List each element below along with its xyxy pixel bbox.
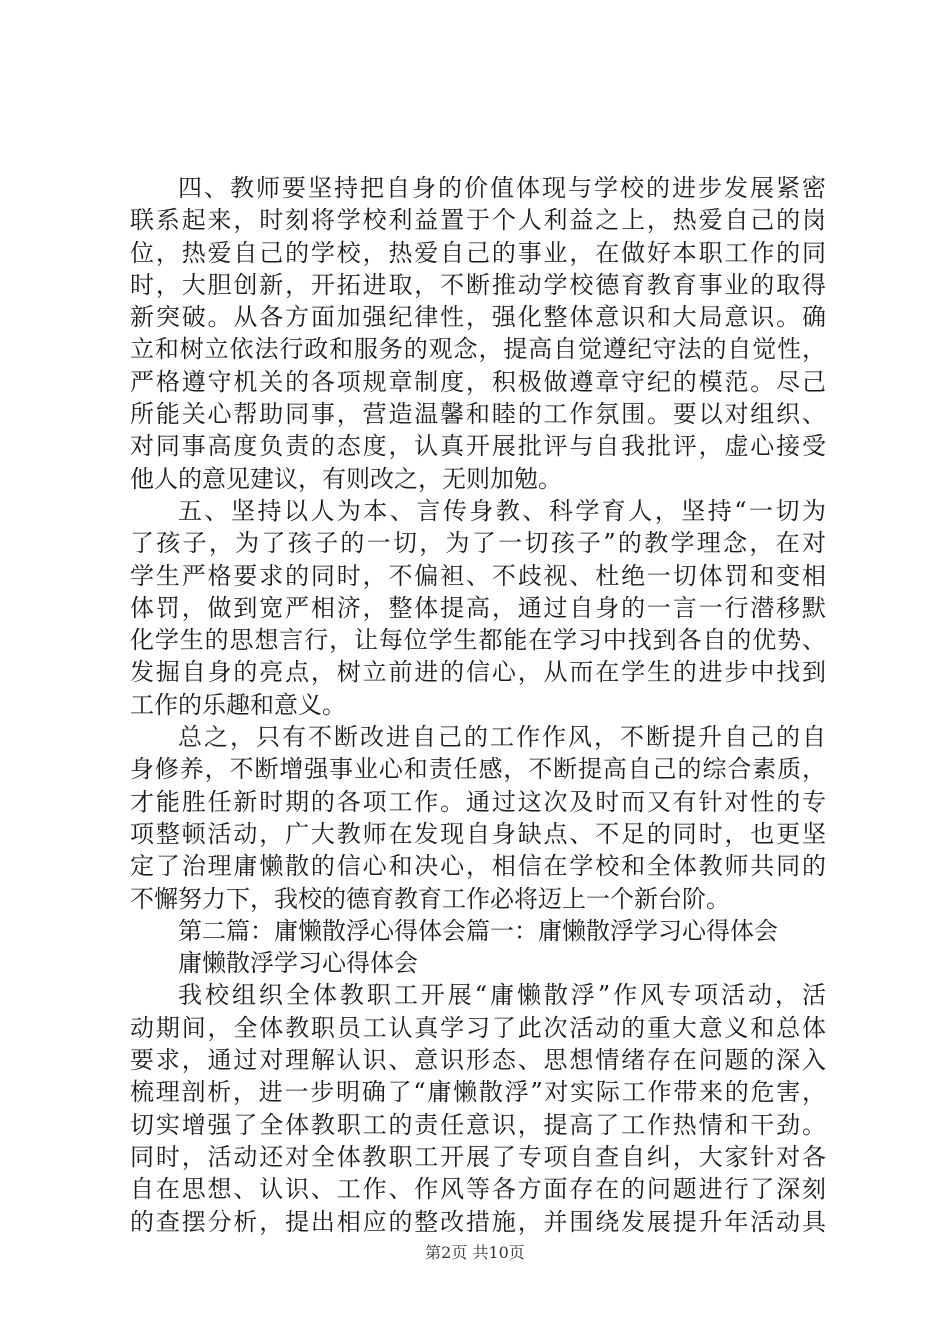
text-line: 他人的意见建议，有则改之，无则加勉。: [130, 464, 562, 493]
text-line: 发掘自身的亮点，树立前进的信心，从而在学生的进步中找到: [130, 658, 826, 687]
paragraph: [130, 721, 826, 915]
text-line: 动期间，全体教职员工认真学习了此次活动的重大意义和总体: [130, 1013, 826, 1042]
paragraph: [130, 979, 826, 1237]
text-line: 五、坚持以人为本、言传身教、科学育人，坚持“一切为: [178, 496, 826, 525]
paragraph: [130, 495, 826, 721]
text-line: 第二篇：庸懒散浮心得体会篇一：庸懒散浮学习心得体会: [178, 916, 778, 945]
text-line: 切实增强了全体教职工的责任意识，提高了工作热情和干劲。: [130, 1110, 826, 1139]
text-line: 要求，通过对理解认识、意识形态、思想情绪存在问题的深入: [130, 1046, 826, 1075]
section-heading: [130, 915, 826, 947]
text-line: 不懈努力下，我校的德育教育工作必将迈上一个新台阶。: [130, 884, 730, 913]
text-line: 同时，活动还对全体教职工开展了专项自查自纠，大家针对各: [130, 1142, 826, 1171]
text-line: 对同事高度负责的态度，认真开展批评与自我批评，虚心接受: [130, 432, 826, 461]
document-body: [130, 172, 826, 1238]
text-line: 立和树立依法行政和服务的观念，提高自觉遵纪守法的自觉性，: [130, 335, 826, 364]
text-line: 项整顿活动，广大教师在发现自身缺点、不足的同时，也更坚: [130, 819, 826, 848]
text-line: 了孩子，为了孩子的一切，为了一切孩子”的教学理念，在对: [130, 529, 826, 558]
text-line: 总之，只有不断改进自己的工作作风，不断提升自己的自: [178, 723, 826, 752]
text-line: 自在思想、认识、工作、作风等各方面存在的问题进行了深刻: [130, 1175, 826, 1204]
page-number-footer: 第2页 共10页: [425, 1243, 525, 1262]
text-line: 才能胜任新时期的各项工作。通过这次及时而又有针对性的专: [130, 787, 826, 816]
text-line: 联系起来，时刻将学校利益置于个人利益之上，热爱自己的岗: [130, 206, 826, 235]
text-line: 工作的乐趣和意义。: [130, 690, 346, 719]
text-line: 学生严格要求的同时，不偏袒、不歧视、杜绝一切体罚和变相: [130, 561, 826, 590]
text-line: 新突破。从各方面加强纪律性，强化整体意识和大局意识。确: [130, 303, 826, 332]
text-line: 严格遵守机关的各项规章制度，积极做遵章守纪的模范。尽己: [130, 367, 826, 396]
text-line: 所能关心帮助同事，营造温馨和睦的工作氛围。要以对组织、: [130, 400, 826, 429]
text-line: 身修养，不断增强事业心和责任感，不断提高自己的综合素质，: [130, 755, 826, 784]
paragraph: [130, 172, 826, 495]
text-line: 梳理剖析，进一步明确了“庸懒散浮”对实际工作带来的危害，: [130, 1078, 826, 1107]
text-line: 的查摆分析，提出相应的整改措施，并围绕发展提升年活动具: [130, 1207, 826, 1236]
text-line: 位，热爱自己的学校，热爱自己的事业，在做好本职工作的同: [130, 238, 826, 267]
text-line: 庸懒散浮学习心得体会: [178, 949, 418, 978]
text-line: 时，大胆创新，开拓进取，不断推动学校德育教育事业的取得: [130, 270, 826, 299]
text-line: 体罚，做到宽严相济，整体提高，通过自身的一言一行潜移默: [130, 593, 826, 622]
subheading: [130, 947, 826, 979]
text-line: 四、教师要坚持把自身的价值体现与学校的进步发展紧密: [178, 174, 826, 202]
text-line: 定了治理庸懒散的信心和决心，相信在学校和全体教师共同的: [130, 852, 826, 881]
text-line: 化学生的思想言行，让每位学生都能在学习中找到各自的优势、: [130, 626, 826, 655]
text-line: 我校组织全体教职工开展“庸懒散浮”作风专项活动，活: [178, 981, 826, 1010]
